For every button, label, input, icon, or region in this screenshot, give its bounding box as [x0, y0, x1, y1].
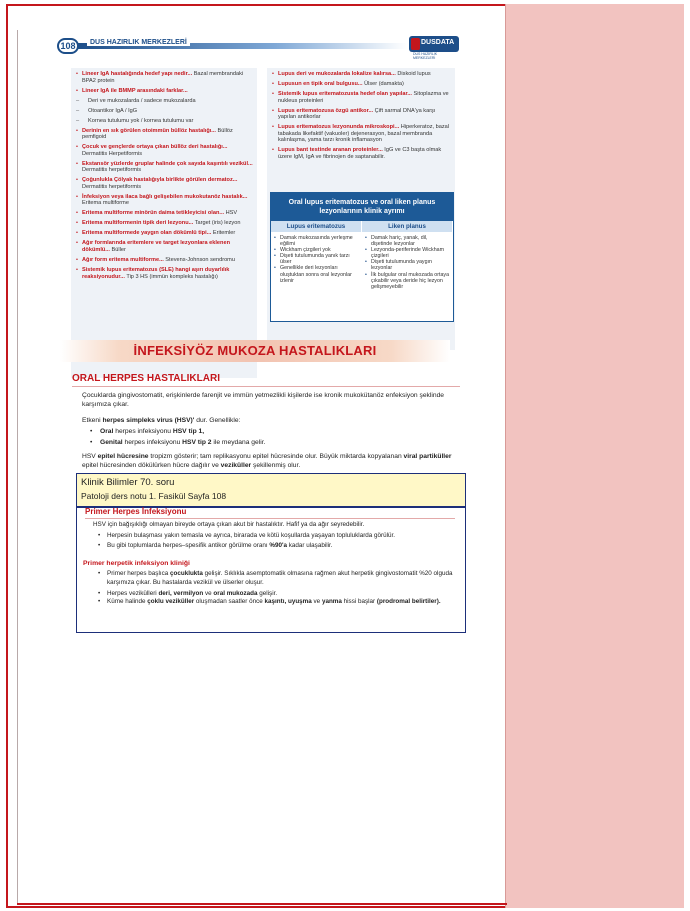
list-item: • Derinin en sık görülen otoimmün büllöz hastalığı... Büllöz pemfigoid — [75, 128, 253, 141]
list-item: • Eritema multiforme minörün daima tetikleyicisi olan... HSV — [75, 210, 253, 217]
table-col1-head: Lupus eritematozus — [271, 221, 362, 232]
bottom-border — [17, 903, 507, 905]
list-item: – Otoantikor IgA / IgG — [75, 108, 253, 115]
page-number: 108 — [57, 38, 79, 54]
left-summary-column — [71, 68, 257, 378]
box-title: Primer Herpes İnfeksiyonu — [85, 507, 187, 516]
lupus-liken-table — [270, 192, 454, 322]
hsv-type-list — [90, 427, 450, 448]
chapter-title: İNFEKSİYÖZ MUKOZA HASTALIKLARI — [133, 343, 377, 358]
table-cell-item: • Damak hariç, yanak, dil, dişetinde lezyonlar — [365, 235, 450, 247]
table-title: Oral lupus eritematozus ve oral liken planus lezyonlarının klinik ayrımı — [271, 193, 453, 221]
list-item: • Çoğunlukla Çölyak hastalığıyla birlikte görülen dermatoz... Dermatitis herpetiformis — [75, 177, 253, 190]
list-item: • Sistemik lupus eritematozus (SLE) hangi aşırı duyarlılık reaksiyonudur... Tip 3 HS (immün kompleks hastalığı) — [75, 267, 253, 280]
list-item: • Sistemik lupus eritematozusta hedef olan yapılar... Sitoplazma ve nukleus proteinleri — [271, 91, 451, 104]
list-item: • Lupus eritematozus lezyonunda mikroskopi... Hiperkeratoz, bazal tabakada likefaktif (vakuoler) dejenerasyon, bazal membranda kalınlaşma, yama tarzı kronik inflamasyon — [271, 124, 451, 144]
list-item: • Ekstansör yüzlerde gruplar halinde çok sayıda kaşıntılı vezikül... Dermatitis herpetiformis — [75, 161, 253, 174]
primer-herpes-box — [76, 507, 466, 633]
list-item: • İnfeksiyon veya ilaca bağlı gelişebilen mukokutanöz hastalık... Eritema multiforme — [75, 194, 253, 207]
hsv-paragraph: HSV epitel hücresine tropizm gösterir; tam replikasyonu epitel hücresinde olur. Büyük miktarda kopyalanan viral partiküller epitel hücresinden dökülürken hücre dağılır ve veziküller şekillenmiş olur. — [82, 453, 452, 470]
note-question: Klinik Bilimler 70. soru — [81, 477, 175, 488]
list-item: • Lupus deri ve mukozalarda lokalize kalırsa... Diskoid lupus — [271, 71, 451, 78]
list-item: • Ağır formlarında eritemlere ve target lezyonlara eklenen dökümlü... Büller — [75, 240, 253, 253]
list-item: • Lupus eritematozusa özgü antikor... Çift sarmal DNA'ya karşı yapılan antikorlar — [271, 108, 451, 121]
list-item: • Çocuk ve gençlerde ortaya çıkan büllöz deri hastalığı... Dermatitis Herpetiformis — [75, 144, 253, 157]
list-item: • Lineer IgA ile BMMP arasındaki farklar... — [75, 88, 253, 95]
list-item: • Küme halinde çoklu veziküller oluşmadan saatler önce kaşıntı, uyuşma ve yanma hissi başlar (prodromal belirtiler). — [97, 598, 459, 607]
table-cell-item: • İlk bulgular oral mukozada ortaya çıkabilir veya deride hiç lezyon gelişmeyebilir — [365, 272, 450, 290]
etken-paragraph: Etkeni herpes simpleks virus (HSV)' dur. Genellikle: — [82, 417, 241, 424]
box-paragraph: HSV için bağışıklığı olmayan bireyde ortaya çıkan akut bir hastalıktır. Hafif ya da ağır seyredebilir. — [93, 521, 365, 528]
box-list-2 — [97, 570, 459, 607]
table-cell-item: • Lezyonda-periferinde Wickham çizgileri — [365, 247, 450, 259]
list-item: • Lineer IgA hastalığında hedef yapı nedir... Bazal membrandaki BPA2 protein — [75, 71, 253, 84]
list-item: • Lupus bant testinde aranan proteinler... IgG ve C3 başta olmak üzere IgM, IgA ve fibrinojen de saptanabilir. — [271, 147, 451, 160]
list-item: – Deri ve mukozalarda / sadece mukozalarda — [75, 98, 253, 105]
list-item: • Eritema multiformede yaygın olan dökümlü tipi... Eritemler — [75, 230, 253, 237]
list-item: • Primer herpes başlıca çocuklukta gelişir. Sıklıkla asemptomatik olmasına rağmen akut herpetik gingivostomatit %20 olguda karşımıza çıkar. Bu hastalarda vezikül ve ülserler oluşur. — [97, 570, 459, 587]
table-cell-item: • Dişeti tutulumunda yaygın lezyonlar — [365, 259, 450, 271]
table-col2 — [362, 232, 453, 293]
source-note — [76, 473, 466, 507]
table-col1 — [271, 232, 362, 293]
list-item: • Genital herpes infeksiyonu HSV tip 2 ile meydana gelir. — [90, 438, 450, 449]
box-list-1 — [97, 531, 459, 551]
intro-paragraph: Çocuklarda gingivostomatit, erişkinlerde farenjit ve immün yetmezlikli kişilerde ise kronik mukokütanöz enfeksiyon şeklinde karşımıza çıkar. — [82, 392, 445, 409]
section-title: ORAL HERPES HASTALIKLARI — [72, 373, 220, 384]
chapter-banner — [60, 340, 450, 362]
list-item: • Lupusun en tipik oral bulgusu... Ülser (damakta) — [271, 81, 451, 88]
box-subtitle: Primer herpetik infeksiyon kliniği — [83, 560, 190, 567]
logo-mark-icon — [411, 38, 420, 50]
section-divider — [72, 386, 460, 387]
list-item: • Herpesin bulaşması yakın temasla ve ayrıca, birarada ve kötü koşullarda yaşayan topluluklarda görülür. — [97, 531, 459, 541]
table-cell-item: • Dişeti tutulumunda yanık tarzı ülser — [274, 253, 359, 265]
table-cell-item: • Wickham çizgileri yok — [274, 247, 359, 253]
list-item: • Herpes vezikülleri deri, vermilyon ve oral mukozada gelişir. — [97, 589, 459, 599]
left-margin-line — [17, 30, 18, 904]
list-item: • Ağır form eritema multiforme... Stevens-Johnson sendromu — [75, 257, 253, 264]
table-col2-head: Liken planus — [362, 221, 453, 232]
list-item: • Bu gibi toplumlarda herpes–spesifik antikor görülme oranı %90'a kadar ulaşabilir. — [97, 541, 459, 551]
header-title: DUS HAZIRLIK MERKEZLERİ — [87, 39, 190, 46]
list-item: • Eritema multiformenin tipik deri lezyonu... Target (iris) lezyon — [75, 220, 253, 227]
table-cell-item: • Damak mukozasında yerleşme eğilimi — [274, 235, 359, 247]
page-header — [57, 36, 465, 60]
note-reference: Patoloji ders notu 1. Fasikül Sayfa 108 — [81, 491, 227, 501]
table-cell-item: • Genellikle deri lezyonları oluştuktan sonra oral lezyonlar izlenir — [274, 265, 359, 283]
brand-logo: DUSDATA DUS HAZIRLIK MERKEZLERİ — [409, 36, 459, 56]
right-margin-band — [505, 4, 684, 908]
list-item: • Oral herpes infeksiyonu HSV tip 1, — [90, 427, 450, 438]
list-item: – Kornea tutulumu yok / kornea tutulumu var — [75, 118, 253, 125]
